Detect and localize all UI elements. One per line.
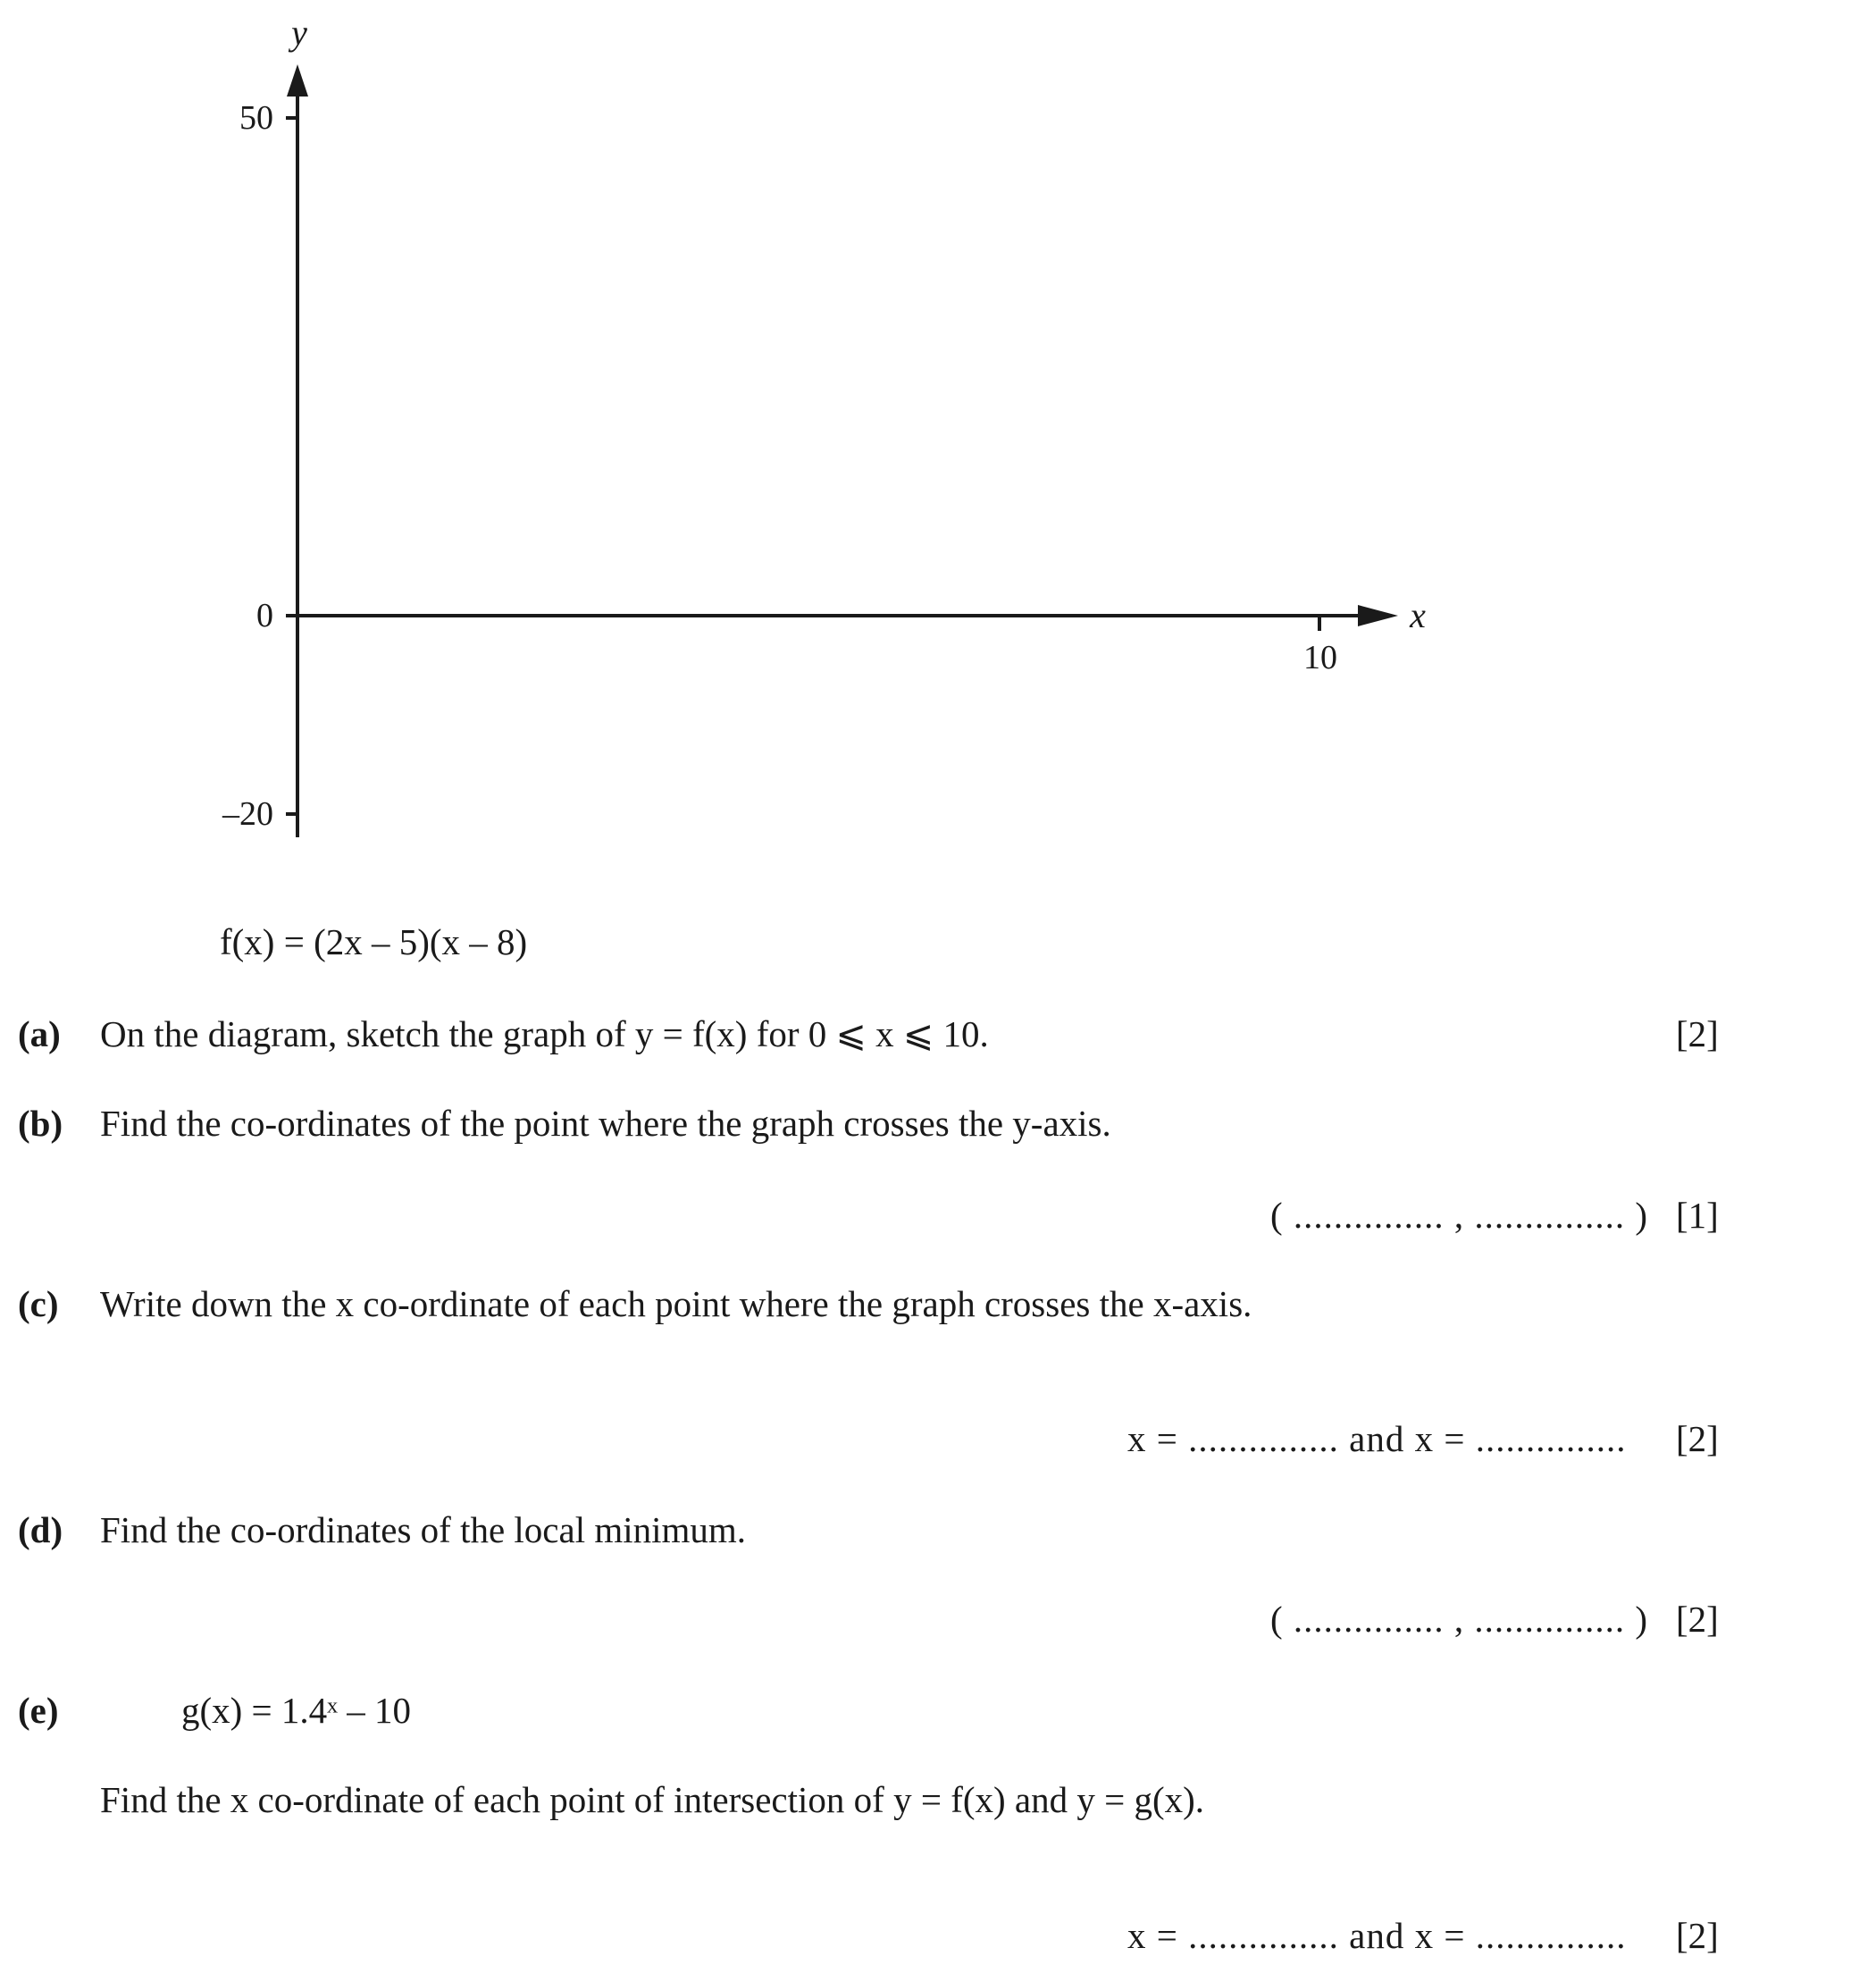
part-d-question: Find the co-ordinates of the local minimum. (100, 1509, 747, 1550)
y-tick-label-50: 50 (239, 99, 273, 137)
y-axis-label: y (291, 13, 307, 53)
part-a-marks: [2] (1676, 1013, 1719, 1054)
part-c-label: (c) (18, 1283, 59, 1324)
part-d-label: (d) (18, 1509, 63, 1550)
y-tick-label-minus-20: –20 (222, 795, 273, 833)
part-c-question: Write down the x co-ordinate of each point where the graph crosses the x-axis. (100, 1283, 1252, 1324)
part-b-answer-field[interactable]: ( ............... , ............... ) (1270, 1195, 1649, 1236)
part-a-label: (a) (18, 1013, 61, 1054)
part-e-marks: [2] (1676, 1915, 1719, 1956)
part-c-answer-field[interactable]: x = ............... and x = ............... (1127, 1418, 1627, 1459)
part-b-marks: [1] (1676, 1195, 1719, 1236)
x-axis-arrow (1358, 605, 1398, 626)
y-tick-label-0: 0 (256, 597, 273, 634)
x-tick-label-10: 10 (1303, 639, 1337, 676)
part-e-answer-field[interactable]: x = ............... and x = ............... (1127, 1915, 1627, 1956)
part-d-marks: [2] (1676, 1599, 1719, 1640)
function-f-definition: f(x) = (2x – 5)(x – 8) (220, 921, 528, 962)
part-b-label: (b) (18, 1103, 63, 1144)
x-axis-label: x (1410, 595, 1426, 635)
part-c-marks: [2] (1676, 1418, 1719, 1459)
part-e-label: (e) (18, 1690, 59, 1731)
y-axis-arrow (287, 64, 308, 97)
axes-diagram (0, 0, 1876, 894)
part-d-answer-field[interactable]: ( ............... , ............... ) (1270, 1599, 1649, 1640)
part-a-question: On the diagram, sketch the graph of y = f(x) for 0 ⩽ x ⩽ 10. (100, 1013, 989, 1054)
function-g-definition: g(x) = 1.4ˣ – 10 (181, 1690, 412, 1731)
part-b-question: Find the co-ordinates of the point where the graph crosses the y-axis. (100, 1103, 1111, 1144)
part-e-question: Find the x co-ordinate of each point of intersection of y = f(x) and y = g(x). (100, 1779, 1205, 1820)
